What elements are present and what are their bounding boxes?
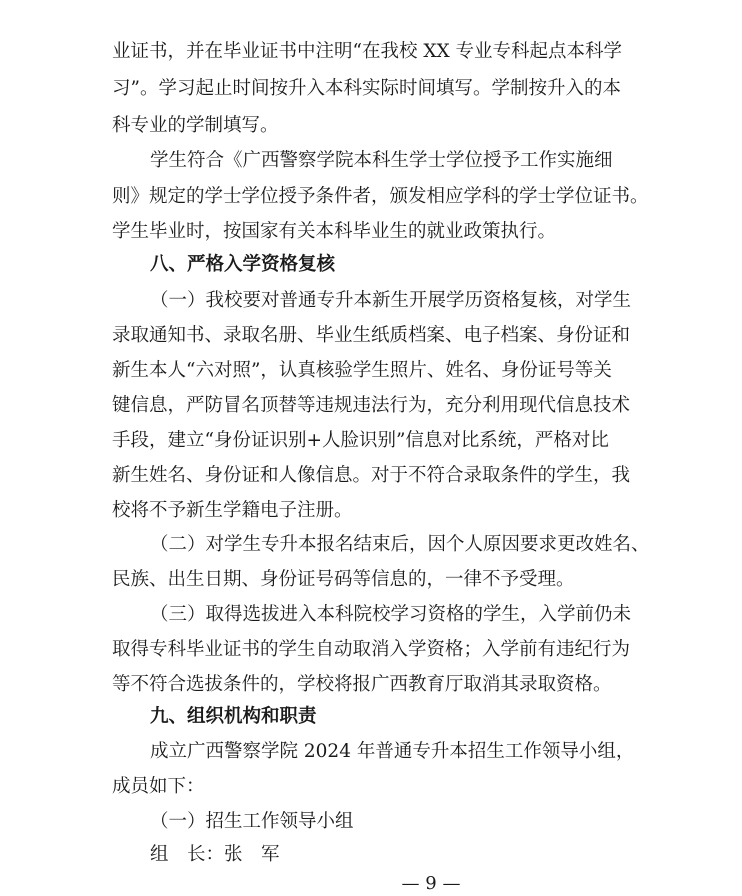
section-heading-8: 八、严格入学资格复核: [150, 254, 336, 275]
paragraph-line: 则》规定的学士学位授予条件者，颁发相应学科的学士学位证书。: [112, 186, 649, 207]
paragraph-line: （二）对学生专升本报名结束后，因个人原因要求更改姓名、: [150, 534, 650, 555]
paragraph-line: 取得专科毕业证书的学生自动取消入学资格；入学前有违纪行为: [112, 639, 631, 660]
paragraph-line: （三）取得选拔进入本科院校学习资格的学生，入学前仍未: [150, 604, 632, 625]
paragraph-line: 新生姓名、身份证和人像信息。对于不符合录取条件的学生，我: [112, 465, 631, 486]
paragraph-line: 学生毕业时，按国家有关本科毕业生的就业政策执行。: [112, 221, 557, 242]
paragraph-line: 科专业的学制填写。: [112, 115, 279, 136]
paragraph-line: 新生本人“六对照”，认真核验学生照片、姓名、身份证号等关: [112, 360, 612, 381]
paragraph-line: 校将不予新生学籍电子注册。: [112, 500, 353, 521]
paragraph-line: 业证书，并在毕业证书中注明“在我校 XX 专业专科起点本科学: [112, 41, 623, 62]
paragraph-line: 成员如下：: [112, 776, 205, 797]
paragraph-line: 键信息，严防冒名顶替等违规违法行为，充分利用现代信息技术: [112, 395, 631, 416]
paragraph-line: 手段，建立“身份证识别+人脸识别”信息对比系统，严格对比: [112, 430, 609, 451]
member-line: 组 长：张 军: [150, 844, 280, 865]
page-number: — 9 —: [401, 873, 461, 894]
paragraph-line: 成立广西警察学院 2024 年普通专升本招生工作领导小组，: [150, 741, 635, 762]
section-heading-9: 九、组织机构和职责: [150, 706, 317, 727]
paragraph-line: 录取通知书、录取名册、毕业生纸质档案、电子档案、身份证和: [112, 325, 631, 346]
paragraph-line: 学生符合《广西警察学院本科生学士学位授予工作实施细: [150, 150, 613, 171]
paragraph-line: 习”。学习起止时间按升入本科实际时间填写。学制按升入的本: [112, 78, 621, 99]
subsection-heading: （一）招生工作领导小组: [150, 811, 354, 832]
paragraph-line: 等不符合选拔条件的，学校将报广西教育厅取消其录取资格。: [112, 674, 612, 695]
paragraph-line: 民族、出生日期、身份证号码等信息的，一律不予受理。: [112, 569, 575, 590]
paragraph-line: （一）我校要对普通专升本新生开展学历资格复核，对学生: [150, 290, 632, 311]
